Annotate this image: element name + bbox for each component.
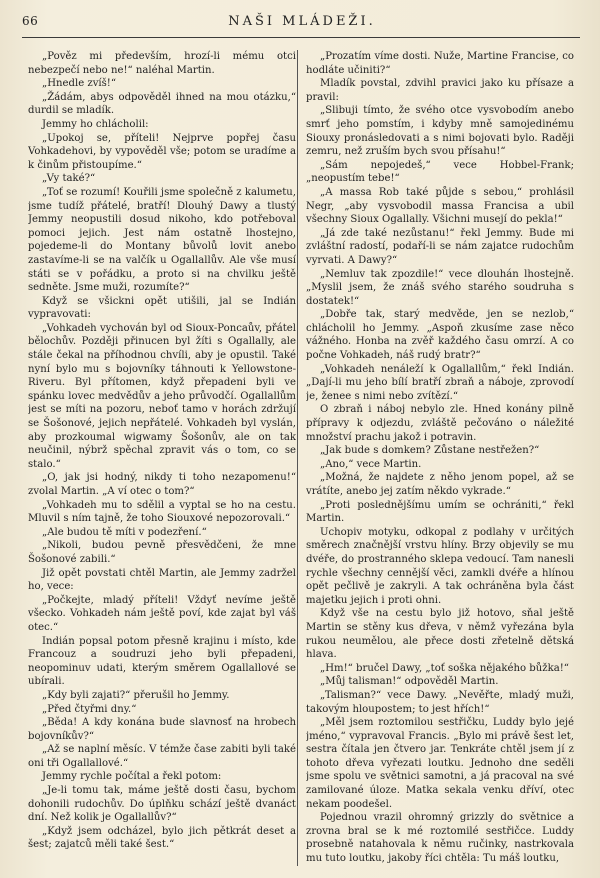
paragraph: „Až se naplní měsíc. V témže čase zabiti byli také oni tři Ogallallové.“ <box>28 744 296 769</box>
paragraph: „Sám nepojedeš,“ vece Hobbel-Frank; „neopustím tebe!“ <box>306 159 574 185</box>
paragraph: „Ano,“ vece Martin. <box>320 458 422 470</box>
paragraph: Uchopiv motyku, odkopal z podlahy v určitých směrech značnější vrstvu hlíny. Brzy objevily se mu dvéře, do prostranného sklepa vedoucí. Tam nanesli rychle všechny cennější věci, zamkli dvéře a hlínou opět pečlivě je zakryli. A tak ochráněna byla část majetku jejich i proti ohni. <box>306 526 574 606</box>
paragraph: „Vy také?“ <box>42 173 96 185</box>
paragraph: „Pověz mi především, hrozí-li mému otci nebezpečí nebo ne!“ naléhal Martin. <box>28 51 296 76</box>
running-head-title: NAŠI MLÁDEŽI. <box>228 14 376 29</box>
paragraph: Pojednou vrazil ohromný grizzly do světnice a zrovna bral se k mé roztomilé sestřičce. Luddy prosebně natahovala k němu ručinky, nastrkovala mu tuto loutku, jakoby říci chtěla: Tu máš loutku, <box>306 812 574 865</box>
paragraph: „Měl jsem roztomilou sestřičku, Luddy bylo jejé jméno,“ vypravoval Francis. „Bylo mi právě šest let, sestra čítala jen čtvero jar. Tenkráte chtěl jsem jí z tohoto dřeva vyřezati loutku. Jednoho dne seděli jsme spolu ve světnici samotni, a já pracoval na své zamilované úloze. Matka sekala venku dříví, otec nekam poodešel. <box>306 717 574 810</box>
paragraph: „Běda! A kdy konána bude slavnosť na hrobech bojovníkův?“ <box>28 717 296 742</box>
paragraph: „Talisman?“ vece Dawy. „Nevěřte, mladý muži, takovým hloupostem; to jest hřích!“ <box>306 689 574 715</box>
paragraph: „Hnedle zvíš!“ <box>42 78 117 90</box>
paragraph: „Upokoj se, příteli! Nejprve popřej času Vohkadehovi, by vypověděl vše; potom se uradíme a k činům přistoupíme.“ <box>28 132 296 171</box>
paragraph: Indián popsal potom přesně krajinu i místo, kde Francouz a soudruzi jeho byli přepadeni, neopominuv udati, kterým směrem Ogallallové se ubírali. <box>28 635 296 688</box>
paragraph: „Ale budou tě míti v podezření.“ <box>42 526 207 538</box>
page-number: 66 <box>22 14 39 28</box>
paragraph: „Před čtyřmi dny.“ <box>42 703 137 715</box>
column-divider <box>297 50 298 866</box>
left-column <box>28 50 296 868</box>
paragraph: Mladík povstal, zdvihl pravici jako ku přísaze a pravil: <box>306 78 574 103</box>
paragraph: „Vohkadeh mu to sdělil a vyptal se ho na cestu. Mluvil s ním tajně, že toho Siouxové nepozorovali.“ <box>28 499 296 525</box>
page-header <box>22 14 582 34</box>
paragraph: „Je-li tomu tak, máme ještě dosti času, bychom dohonili rudochův. Do úplňku schází ještě dvanáct dní. Než kolik je Ogallallův?“ <box>28 785 296 824</box>
paragraph: „Vohkadeh vychován byl od Sioux-Poncaův, přátel bělochův. Později přinucen byl žíti s Ogallally, ale stále čekal na příhodnou chvíli, aby je opustil. Také nyní bylo mu s bojovníky táhnouti k Yellowstone-Riveru. Byl přítomen, když přepadeni byli ve spánku lovec medvědův a jeho průvodčí. Ogallallům jest se míti na pozoru, neboť tamo v horách zdržují se Šošonové, jejich nepřátelé. Vohkadeh byl vyslán, aby prozkoumal wigwamy Šošonův, ale on tak neučinil, nýbrž spěchal zpravit vás o tom, co se stalo.“ <box>28 322 296 470</box>
paragraph: Jemmy ho chlácholil: <box>42 118 149 130</box>
paragraph: Jemmy rychle počítal a řekl potom: <box>42 771 222 783</box>
paragraph: „Možná, že najdete z něho jenom popel, až se vrátíte, anebo jej zatím někdo vykrade.“ <box>306 472 574 497</box>
paragraph: „Hm!“ bručel Dawy, „toť soška nějakého bůžka!“ <box>320 662 569 674</box>
paragraph: „Dobře tak, starý medvěde, jen se nezlob,“ chlácholil ho Jemmy. „Aspoň zkusíme zase něco vážného. Honba na zvěř každého času omrzí. A co počne Vohkadeh, náš rudý bratr?“ <box>306 309 574 362</box>
paragraph: „Prozatím víme dosti. Nuže, Martine Francise, co hodláte učiniti?“ <box>306 51 574 76</box>
paragraph: „Když jsem odcházel, bylo jich pětkrát deset a šest; zajatců měli také šest.“ <box>28 825 296 851</box>
paragraph: „Kdy byli zajati?“ přerušil ho Jemmy. <box>42 689 230 701</box>
paragraph: „Jak bude s domkem? Zůstane nestřežen?“ <box>320 445 540 457</box>
paragraph: „Počkejte, mladý příteli! Vždyť nevíme ještě všecko. Vohkadeh nám ještě poví, kde zajat byl váš otec.“ <box>28 594 296 633</box>
paragraph: „Proti poslednějšímu umím se ochrániti,“ řekl Martin. <box>306 499 574 525</box>
paragraph: „Žádám, abys odpověděl ihned na mou otázku,“ durdil se mladík. <box>28 91 296 117</box>
paragraph: Když vše na cestu bylo již hotovo, sňal ještě Martin se stěny kus dřeva, v němž vyřezána byla rukou neumělou, ale přece dosti zřetelně dětská hlava. <box>306 608 574 661</box>
paragraph: „Vohkadeh nenáleží k Ogallallům,“ řekl Indián. „Dají-li mu jeho bílí bratří zbraň a náboje, zprovodí je, ženee s nimi nebo zvítězí.“ <box>306 363 574 402</box>
paragraph: „Nemluv tak zpozdile!“ vece dlouhán lhostejně. „Myslil jsem, že znáš svého starého soudruha s dostatek!“ <box>306 268 574 307</box>
paragraph: „Můj talisman!“ odpověděl Martin. <box>320 676 499 688</box>
paragraph: „O, jak jsi hodný, nikdy ti toho nezapomenu!“ zvolal Martin. „A ví otec o tom?“ <box>28 472 296 497</box>
paragraph: „Nikoli, budou pevně přesvědčeni, že mne Šošonové zabili.“ <box>28 540 296 565</box>
paragraph: „Slibuji tímto, že svého otce vysvobodím anebo smrť jeho pomstím, i kdyby mně samojedinému Siouxy pronásledovati a s nimi bojovati bylo. Raději zemru, než zruším bych svou přísahu!“ <box>306 105 574 158</box>
paragraph: „A massa Rob také půjde s sebou,“ prohlásil Negr, „aby vysvobodil massa Francisa a ubil všechny Sioux Ogallally. Všichni musejí do pekla!“ <box>306 186 574 226</box>
header-rule <box>22 37 580 38</box>
paragraph: „Já zde také nezůstanu!“ řekl Jemmy. Bude mi zvláštní radostí, podaří-li se nám zajatce rudochům vyrvati. A Dawy?“ <box>306 227 574 266</box>
right-column <box>306 50 574 868</box>
paragraph: O zbraň i náboj nebylo zle. Hned konány pilně přípravy k odjezdu, zvláště pečováno o náležité množství prachu jakož i potravin. <box>306 404 574 443</box>
paragraph: Když se všickni opět utišili, jal se Indián vypravovati: <box>28 295 296 321</box>
paragraph: „Toť se rozumí! Kouřili jsme společně z kalumetu, jsme tudíž přátelé, bratří! Dlouhý Dawy a tlustý Jemmy neopustili dosud nikoho, kdo potřeboval pomoci jejich. Jest nám ostatně lhostejno, pojedeme-li do Montany bůvolů lovit anebo zastavíme-li se na valčík u Ogallallův. Ale vše musí státi se v pořádku, a proto si na chvilku ještě sedněte. Jsme muži, rozumíte?“ <box>28 186 296 294</box>
paragraph: Již opět povstati chtěl Martin, ale Jemmy zadržel ho, vece: <box>28 567 296 593</box>
